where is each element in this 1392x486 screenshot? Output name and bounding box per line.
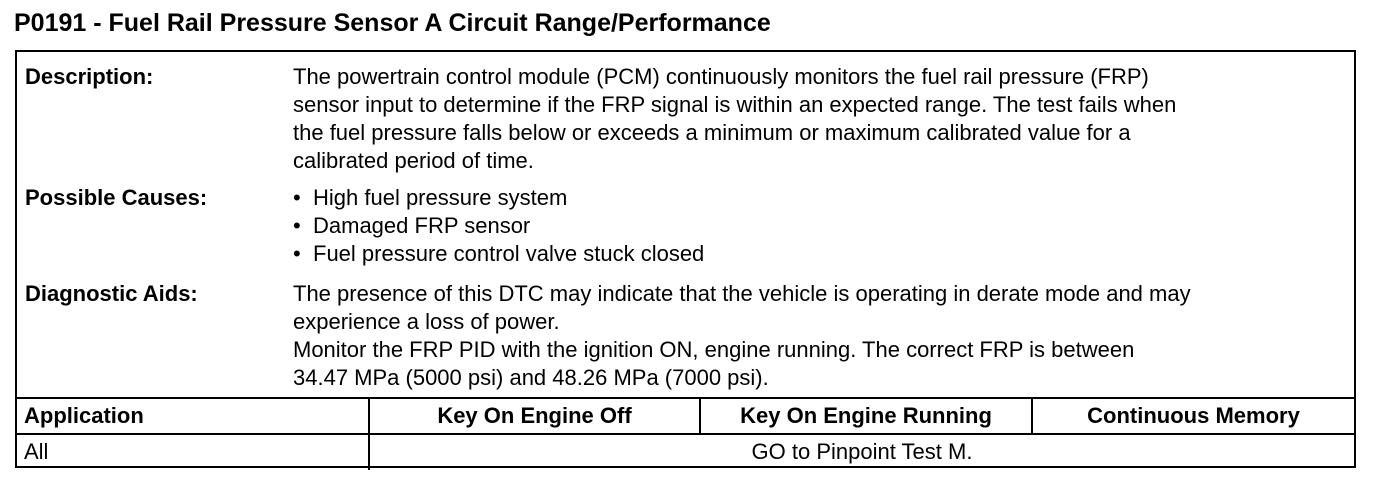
header-key-on-engine-running: Key On Engine Running [699,399,1031,433]
dtc-info-table [15,50,1356,468]
diagnostic-aids-line: Monitor the FRP PID with the ignition ON, engine running. The correct FRP is between [293,337,1135,362]
grid-header-row [17,399,1354,435]
cause-list-item [293,212,1353,240]
table-row [17,435,1354,470]
description-line: the fuel pressure falls below or exceeds a minimum or maximum calibrated value for a [293,120,1131,145]
cause-text: Damaged FRP sensor [313,213,531,238]
description-line: calibrated period of time. [293,148,534,173]
diagnostic-aids-text [293,280,1353,392]
diagnostic-aids-section [17,280,1354,392]
diagnostic-aids-line: 34.47 MPa (5000 psi) and 48.26 MPa (7000 psi). [293,365,769,390]
description-line: The powertrain control module (PCM) continuously monitors the fuel rail pressure (FRP) [293,64,1149,89]
possible-causes-list [293,184,1353,268]
cause-list-item [293,240,1353,268]
diagnostic-aids-line: experience a loss of power. [293,309,560,334]
cause-list-item [293,184,1353,212]
action-cell: GO to Pinpoint Test M. [368,435,1354,470]
header-application: Application [24,403,144,428]
application-cell: All [24,439,49,464]
application-grid [17,397,1354,470]
page-title: P0191 - Fuel Rail Pressure Sensor A Circuit Range/Performance [14,9,771,37]
description-line: sensor input to determine if the FRP signal is within an expected range. The test fails when [293,92,1177,117]
possible-causes-section [17,184,1354,268]
cause-text: Fuel pressure control valve stuck closed [313,241,705,266]
description-text [293,63,1353,175]
header-key-on-engine-off: Key On Engine Off [368,399,699,433]
possible-causes-label: Possible Causes: [25,185,208,210]
description-label: Description: [25,64,154,89]
header-continuous-memory: Continuous Memory [1031,399,1354,433]
bullet-icon: • [293,185,301,210]
description-section [17,63,1354,183]
cause-text: High fuel pressure system [313,185,568,210]
bullet-icon: • [293,213,301,238]
bullet-icon: • [293,241,301,266]
diagnostic-aids-label: Diagnostic Aids: [25,281,198,306]
diagnostic-aids-line: The presence of this DTC may indicate that the vehicle is operating in derate mode and may [293,281,1191,306]
